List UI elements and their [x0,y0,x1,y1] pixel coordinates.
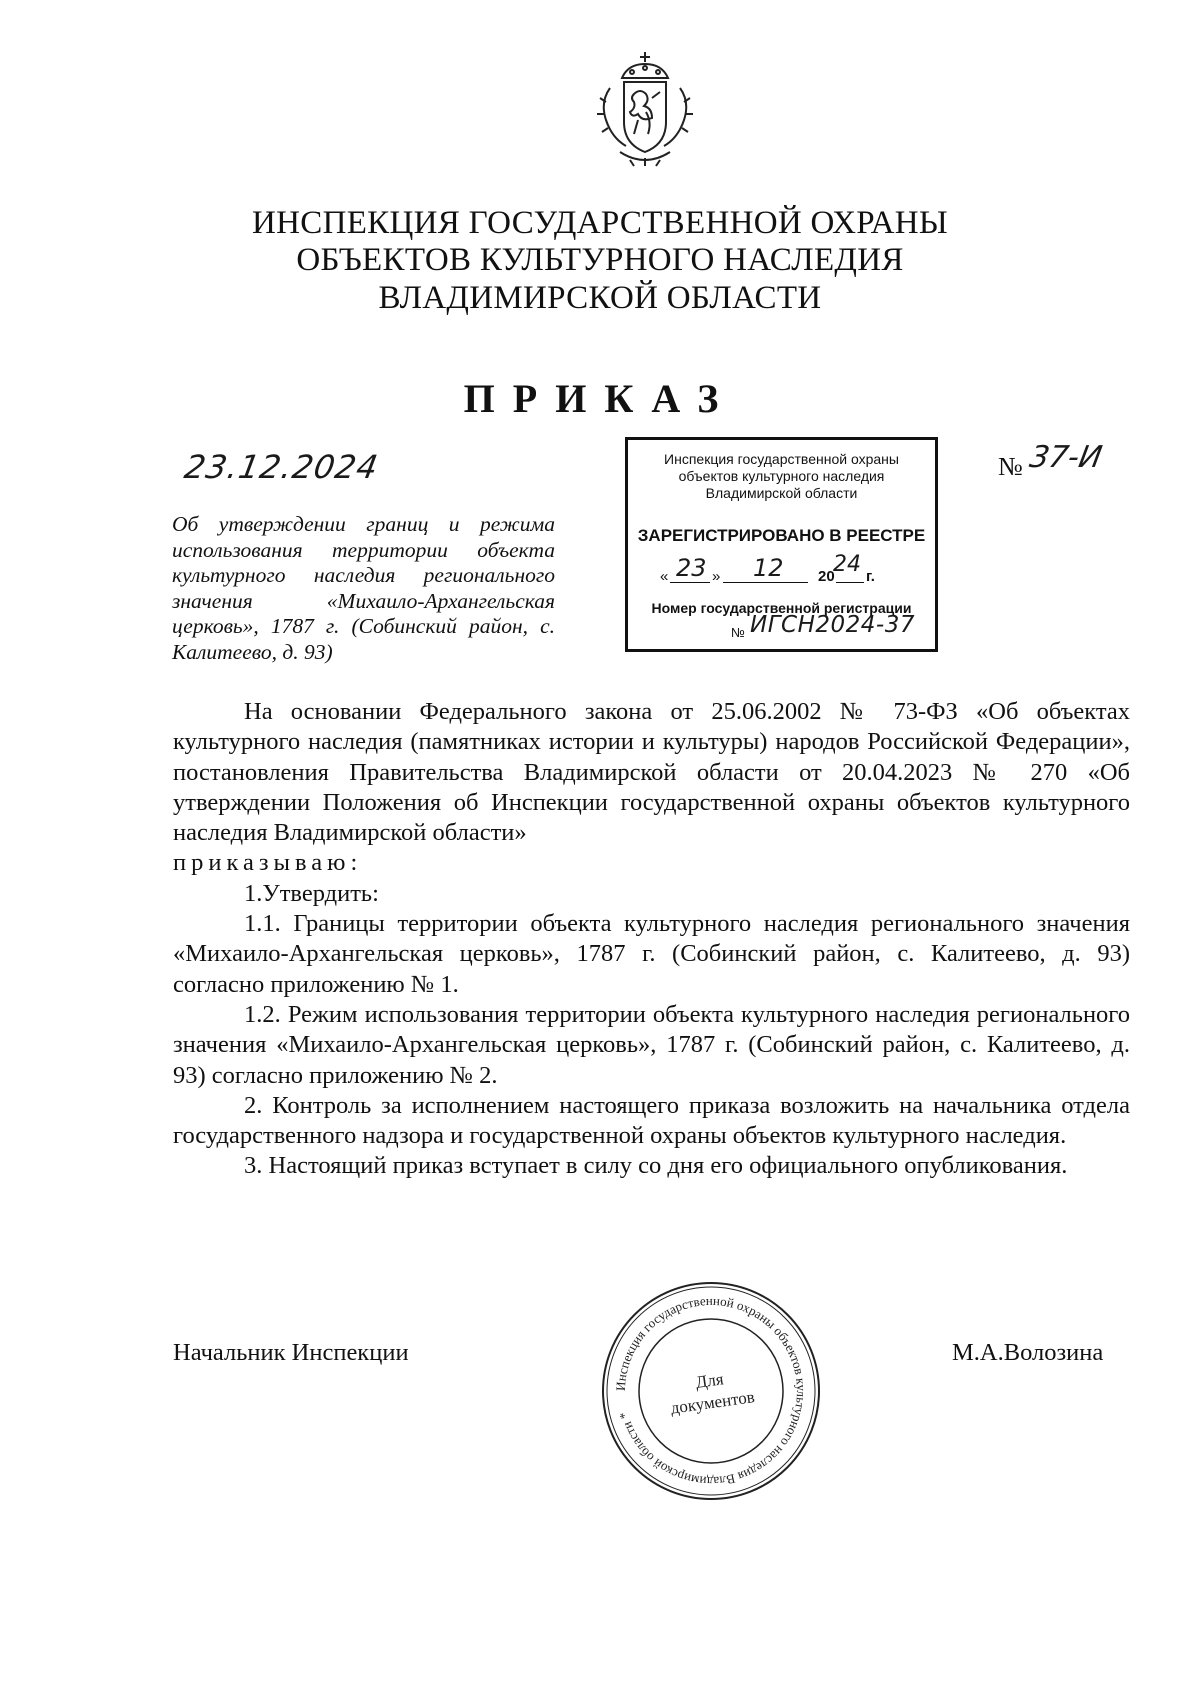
stamp-org-line1: Инспекция государственной охраны [664,451,899,467]
body-item-1-1: 1.1. Границы территории объекта культурного наследия регионального значения «Михаило-Архангельская церковь», 1787 г. (Собинский район, с. Калитеево, д. 93) согласно приложению № 1. [173,910,1130,998]
stamp-date-row [628,552,935,588]
stamp-year-underline [836,582,864,583]
body-order-word: приказываю: [173,849,363,877]
stamp-day: 23 [676,554,707,582]
body-item-1-2: 1.2. Режим использования территории объекта культурного наследия регионального значения «Михаило-Архангельская церковь», 1787 г. (Собинский район, с. Калитеево, д. 93) согласно приложению № 2. [173,1000,1130,1089]
stamp-month: 12 [753,554,784,582]
body-item-3: 3. Настоящий приказ вступает в силу со дня его официального опубликования. [244,1152,1068,1180]
stamp-org-line2: объектов культурного наследия [678,468,885,484]
stamp-no-label: № [731,625,745,640]
seal-ring-text: Инспекция государственной охраны объектов культурного наследия Владимирской области * [612,1292,810,1490]
signatory-title: Начальник Инспекции [173,1339,409,1366]
stamp-quote-close: » [712,568,721,585]
official-seal [598,1278,824,1504]
stamp-reg-number: ИГСН2024-37 [750,612,915,638]
stamp-year-suffix: 24 [833,552,861,577]
seal-outer-ring-inner [607,1287,815,1495]
stamp-day-underline [670,582,710,583]
registration-stamp [625,437,938,652]
body-preamble: На основании Федерального закона от 25.06.2002 № 73-ФЗ «Об объектах культурного наследия (памятниках истории и культуры) народов Российской Федерации», постановления Правительства Владимирской области от 20.04.2023 № 270 «Об утверждении Положения об Инспекции государственной охраны объектов культурного наследия Владимирской области» [173,698,1130,847]
stamp-month-underline [723,582,808,583]
stamp-year-label: г. [866,568,875,585]
org-name-line3: ВЛАДИМИРСКОЙ ОБЛАСТИ [378,280,822,316]
org-name-line1: ИНСПЕКЦИЯ ГОСУДАРСТВЕННОЙ ОХРАНЫ [252,205,948,241]
stamp-org-line3: Владимирской области [705,485,858,501]
seal-center-line2: документов [669,1387,756,1418]
handwritten-number: 37-И [1026,440,1105,475]
signatory-name: М.А.Волозина [952,1339,1104,1366]
body-item-2: 2. Контроль за исполнением настоящего приказа возложить на начальника отдела государственного надзора и государственной охраны объектов культурного наследия. [173,1091,1130,1150]
order-subject: Об утверждении границ и режима использования территории объекта культурного наследия регионального значения «Михаило-Архангельская церковь», 1787 г. (Собинский район, с. Калитеево, д. 93) [172,512,555,664]
seal-inner-ring [639,1319,783,1463]
stamp-registered-label: ЗАРЕГИСТРИРОВАНО В РЕЕСТРЕ [637,526,926,545]
body-item-1: 1.Утвердить: [244,879,379,907]
number-label: № [998,452,1023,481]
org-name-line2: ОБЪЕКТОВ КУЛЬТУРНОГО НАСЛЕДИЯ [296,242,904,278]
stamp-quote-open: « [660,568,669,585]
handwritten-date: 23.12.2024 [181,448,382,486]
order-body [173,697,1130,1182]
seal-center-line1: Для [694,1369,725,1392]
stamp-year-prefix: 20 [818,568,835,585]
stamp-reg-number-label: Номер государственной регистрации [651,600,912,616]
seal-outer-ring [603,1283,819,1499]
coat-of-arms-emblem [590,48,700,170]
document-title: ПРИКАЗ [463,376,737,421]
